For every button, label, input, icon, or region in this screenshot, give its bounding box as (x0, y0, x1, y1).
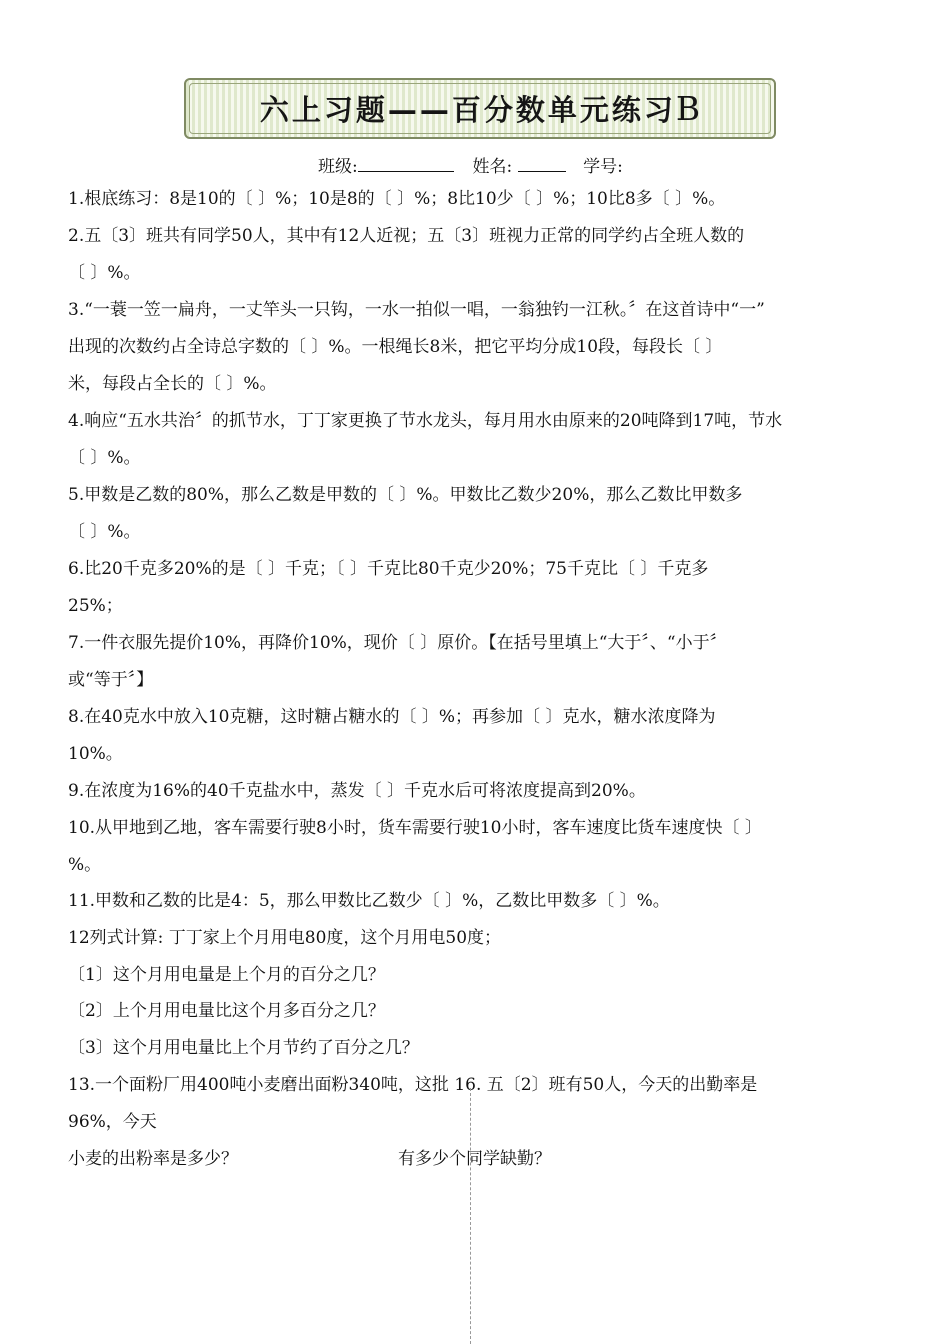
question-line: 7.一件衣服先提价10%，再降价10%，现价〔 〕原价。【在括号里填上“大于〞、“小于〞 (68, 633, 727, 653)
question-line: 〔2〕上个月用电量比这个月多百分之几？ (68, 1001, 385, 1021)
class-label: 班级: (318, 157, 358, 177)
question-line: 〔 〕%。 (68, 263, 141, 283)
question-line: 6.比20千克多20%的是〔 〕千克；〔 〕千克比80千克少20%；75千克比〔 〕千克多 (68, 559, 709, 579)
question-line: 或“等于〞】 (68, 670, 154, 690)
question-line: 96%，今天 (68, 1112, 157, 1132)
question-line: 1.根底练习：8是10的〔 〕%；10是8的〔 〕%；8比10少〔 〕%；10比8多〔 〕%。 (68, 189, 726, 209)
question-line: 3.“一蓑一笠一扁舟，一丈竿头一只钩，一水一拍似一唱，一翁独钓一江秋。〞在这首诗中“一” (68, 300, 765, 320)
question-13-continuation: 小麦的出粉率是多少？ (68, 1149, 238, 1169)
question-line: 出现的次数约占全诗总字数的〔 〕%。一根绳长8米，把它平均分成10段，每段长〔 〕 (68, 337, 723, 357)
title-main: 六上习题——百分数单元练习 (259, 93, 676, 127)
question-line: 2.五〔3〕班共有同学50人，其中有12人近视；五〔3〕班视力正常的同学约占全班人数的 (68, 226, 745, 246)
question-line: 米，每段占全长的〔 〕%。 (68, 374, 277, 394)
question-line: 13.一个面粉厂用400吨小麦磨出面粉340吨，这批 16. 五〔2〕班有50人，今天的出勤率是 (68, 1075, 758, 1095)
question-line: 10.从甲地到乙地，客车需要行驶8小时，货车需要行驶10小时，客车速度比货车速度快〔 〕 (68, 818, 762, 838)
page-title (260, 88, 700, 129)
question-line: 11.甲数和乙数的比是4：5，那么甲数比乙数少〔 〕%，乙数比甲数多〔 〕%。 (68, 891, 670, 911)
question-line: 12列式计算: 丁丁家上个月用电80度，这个月用电50度； (68, 928, 502, 948)
question-line: 〔3〕这个月用电量比上个月节约了百分之几？ (68, 1038, 419, 1058)
question-line: 8.在40克水中放入10克糖，这时糖占糖水的〔 〕%；再参加〔 〕克水，糖水浓度降为 (68, 707, 716, 727)
question-line: 〔 〕%。 (68, 448, 141, 468)
question-16-continuation: 有多少个同学缺勤？ (398, 1149, 551, 1169)
title-banner (184, 78, 776, 139)
question-line: 10%。 (68, 744, 123, 764)
question-line: 9.在浓度为16%的40千克盐水中，蒸发〔 〕千克水后可将浓度提高到20%。 (68, 781, 646, 801)
question-line: 25%； (68, 596, 123, 616)
name-blank[interactable] (518, 154, 566, 172)
student-info-row (318, 152, 623, 177)
question-line: 〔1〕这个月用电量是上个月的百分之几？ (68, 965, 385, 985)
question-line: %。 (68, 855, 102, 875)
id-label: 学号: (583, 157, 623, 177)
class-blank[interactable] (358, 154, 454, 172)
question-line: 5.甲数是乙数的80%，那么乙数是甲数的〔 〕%。甲数比乙数少20%，那么乙数比甲数多 (68, 485, 743, 505)
name-label: 姓名: (472, 157, 513, 177)
title-letter: B (675, 89, 701, 128)
column-divider (470, 1088, 471, 1344)
question-line: 〔 〕%。 (68, 522, 141, 542)
question-line: 4.响应“五水共治〞的抓节水，丁丁家更换了节水龙头，每月用水由原来的20吨降到17吨，节水 (68, 411, 783, 431)
